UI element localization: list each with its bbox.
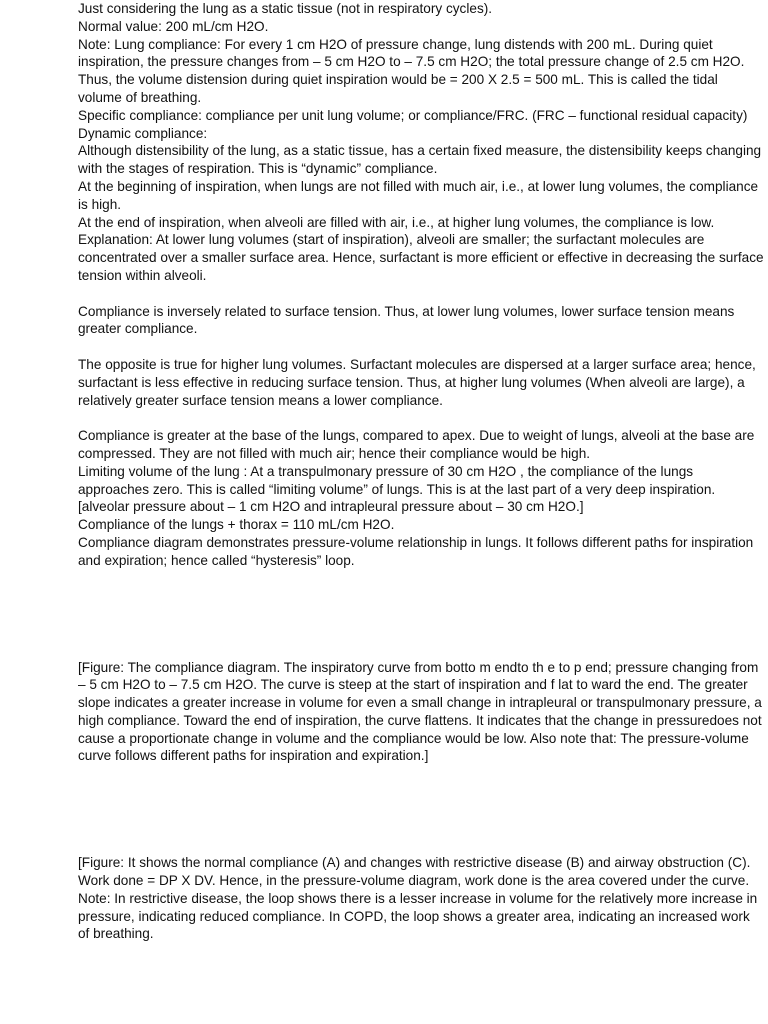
paragraph-higher-volumes: The opposite is true for higher lung volumes. Surfactant molecules are dispersed at a larger surface area; hence, surfactant is less effective in reducing surface tension. Thus, at higher lung volumes (When alveoli are large), a relatively greater surface tension means a lower compliance. [78, 356, 756, 408]
figure-caption-clipped-container [78, 854, 764, 942]
figure-caption-restrictive-disease: [Figure: It shows the normal compliance (A) and changes with restrictive disease (B) and airway obstruction (C). Work done = DP X DV. Hence, in the pressure-volume diagram, work done is the area covered under the curve. Note: In restrictive disease, the loop shows there is a lesser increase in volume for the relatively more increase in pressure, indicating reduced compliance. In COPD, the loop shows a greater area, indicating an increased work of breathing. [78, 855, 758, 942]
paragraph-limiting-volume: Limiting volume of the lung : At a transpulmonary pressure of 30 cm H2O , the compliance of the lungs approaches zero. This is called “limiting volume” of lungs. This is at the last part of a very deep inspiration. [alveolar pressure about – 1 cm H2O and intrapleural pressure about – 30 cm H2O.] [78, 463, 716, 515]
paragraph-specific-compliance: Specific compliance: compliance per unit lung volume; or compliance/FRC. (FRC – functional residual capacity) [78, 107, 748, 123]
paragraph-normal-value: Normal value: 200 mL/cm H2O. [78, 18, 269, 34]
paragraph-base-apex: Compliance is greater at the base of the lungs, compared to apex. Due to weight of lungs, alveoli at the base are compressed. They are not filled with much air; hence their compliance would be high. [78, 428, 755, 461]
paragraph-dynamic-compliance-heading: Dynamic compliance: [78, 125, 208, 141]
spacer [78, 338, 764, 356]
paragraph-lung-compliance-note: Note: Lung compliance: For every 1 cm H2O of pressure change, lung distends with 200 mL. During quiet inspiration, the pressure changes from – 5 cm H2O to – 7.5 cm H2O; the total pressure change of 2.5 cm H2O. Thus, the volume distension during quiet inspiration would be = 200 X 2.5 = 500 mL. This is called the tidal volume of breathing. [78, 36, 745, 105]
paragraph-lungs-thorax: Compliance of the lungs + thorax = 110 mL/cm H2O. [78, 517, 395, 533]
figure-placeholder-space [78, 570, 764, 659]
paragraph-end-inspiration: At the end of inspiration, when alveoli are filled with air, i.e., at higher lung volumes, the compliance is low. [78, 214, 715, 230]
paragraph-hysteresis: Compliance diagram demonstrates pressure-volume relationship in lungs. It follows different paths for inspiration and expiration; hence called “hysteresis” loop. [78, 534, 754, 568]
paragraph-static-tissue: Just considering the lung as a static tissue (not in respiratory cycles). [78, 1, 493, 16]
spacer [78, 285, 764, 303]
figure-caption-compliance-diagram: [Figure: The compliance diagram. The inspiratory curve from botto m endto th e to p end; pressure changing from – 5 cm H2O to – 7.5 cm H2O. The curve is steep at the start of inspiration and f lat to ward the end. The greater slope indicates a greater increase in volume for even a small change in intrapleural or transpulmonary pressure, a high compliance. Toward the end of inspiration, the curve flattens. It indicates that the change in pressuredoes not cause a proportionate change in volume and the compliance would be low. Also note that: The pressure-volume curve follows different paths for inspiration and expiration.] [78, 659, 762, 764]
figure-placeholder-space [78, 765, 764, 854]
paragraph-beginning-inspiration: At the beginning of inspiration, when lungs are not filled with much air, i.e., at lower lung volumes, the compliance is high. [78, 178, 759, 212]
paragraph-dynamic-compliance: Although distensibility of the lung, as a static tissue, has a certain fixed measure, the distensibility keeps changing with the stages of respiration. This is “dynamic” compliance. [78, 143, 762, 177]
spacer [78, 409, 764, 427]
document-page [78, 0, 764, 942]
paragraph-surface-tension: Compliance is inversely related to surface tension. Thus, at lower lung volumes, lower surface tension means greater compliance. [78, 303, 735, 337]
paragraph-explanation: Explanation: At lower lung volumes (start of inspiration), alveoli are smaller; the surfactant molecules are concentrated over a smaller surface area. Hence, surfactant is more efficient or effective in decreasing the surface tension within alveoli. [78, 232, 764, 283]
